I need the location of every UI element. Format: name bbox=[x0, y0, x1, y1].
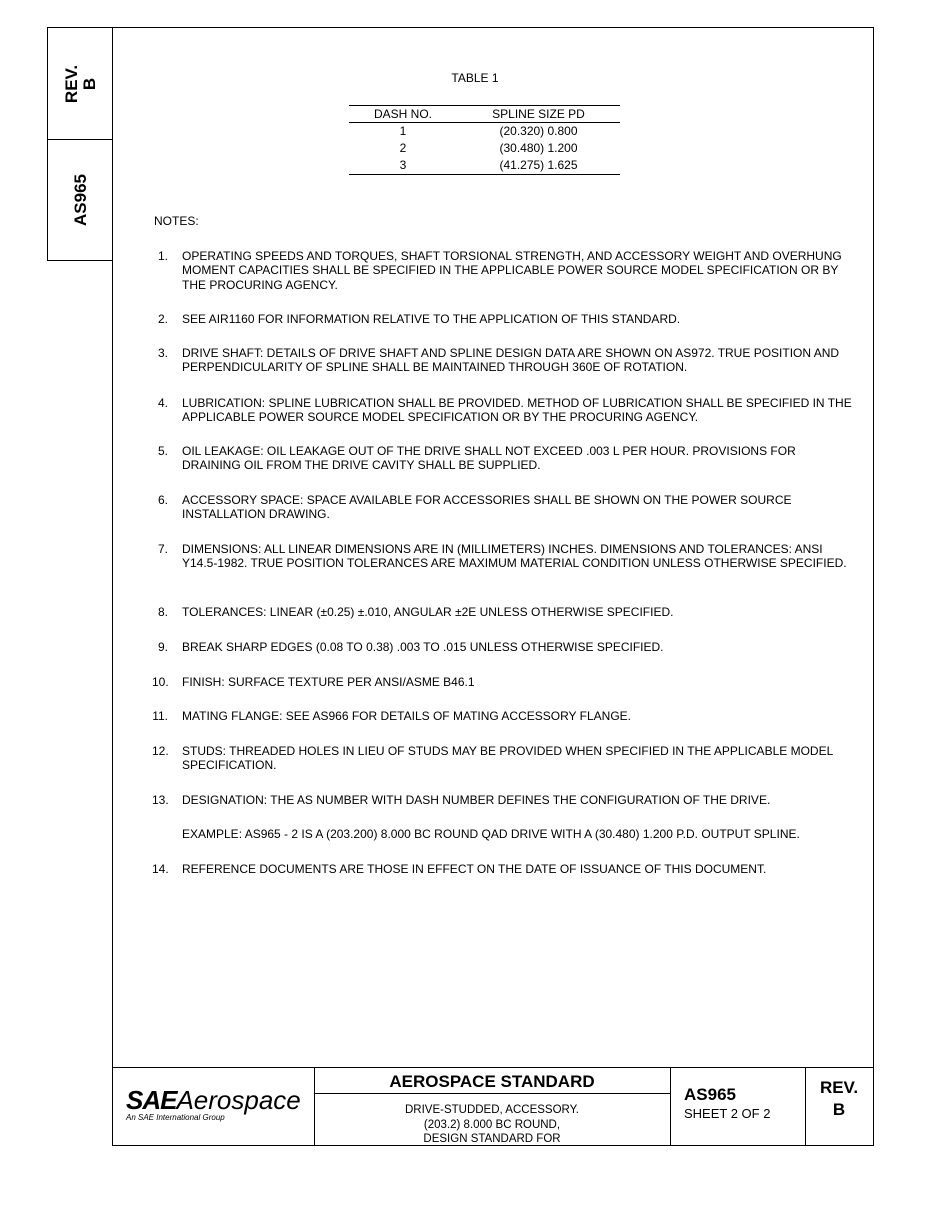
note-item bbox=[152, 542, 852, 571]
table-cell-spline: (30.480) 1.200 bbox=[499, 141, 578, 155]
table-cell-spline: (20.320) 0.800 bbox=[499, 124, 578, 138]
note-number: 5. bbox=[157, 444, 168, 458]
table-row bbox=[349, 157, 620, 175]
note-text: DRIVE SHAFT: DETAILS OF DRIVE SHAFT AND SPLINE DESIGN DATA ARE SHOWN ON AS972. TRUE POSITION AND PERPENDICULARITY OF SPLINE SHALL BE MAINTAINED THROUGH 360E OF ROTATION. bbox=[182, 346, 840, 375]
note-number: 10. bbox=[152, 675, 169, 689]
notes-heading: NOTES: bbox=[154, 214, 199, 228]
side-rev-label: REV. bbox=[61, 64, 81, 103]
note-item bbox=[152, 396, 852, 425]
note-text: EXAMPLE: AS965 - 2 IS A (203.200) 8.000 BC ROUND QAD DRIVE WITH A (30.480) 1.200 P.D. OUTPUT SPLINE. bbox=[182, 827, 800, 841]
side-doc-number: AS965 bbox=[70, 174, 90, 226]
note-item bbox=[152, 709, 852, 723]
note-item bbox=[152, 312, 852, 326]
sheet-number: SHEET 2 OF 2 bbox=[684, 1106, 771, 1121]
col-header-dash: DASH NO. bbox=[349, 106, 457, 123]
side-doc-tab bbox=[47, 140, 113, 261]
note-text: DIMENSIONS: ALL LINEAR DIMENSIONS ARE IN (MILLIMETERS) INCHES. DIMENSIONS AND TOLERANCES: ANSI Y14.5-1982. TRUE POSITION TOLERANCES ARE MAXIMUM MATERIAL CONDITION UNLESS OTHERWISE SPECIFIED. bbox=[182, 542, 847, 571]
note-text: MATING FLANGE: SEE AS966 FOR DETAILS OF MATING ACCESSORY FLANGE. bbox=[182, 709, 631, 723]
note-number: 4. bbox=[157, 396, 168, 410]
note-text: DESIGNATION: THE AS NUMBER WITH DASH NUMBER DEFINES THE CONFIGURATION OF THE DRIVE. bbox=[182, 793, 771, 807]
note-number: 14. bbox=[152, 862, 169, 876]
note-item bbox=[152, 640, 852, 654]
note-number: 7. bbox=[157, 542, 168, 556]
table-cell-dash: 3 bbox=[349, 157, 457, 175]
col-header-spline: SPLINE SIZE PD bbox=[457, 106, 620, 123]
note-text: STUDS: THREADED HOLES IN LIEU OF STUDS MAY BE PROVIDED WHEN SPECIFIED IN THE APPLICABLE MODEL SPECIFICATION. bbox=[182, 744, 833, 773]
table-row bbox=[349, 140, 620, 157]
logo-sae: SAE bbox=[126, 1085, 177, 1115]
note-item bbox=[152, 744, 852, 773]
note-number: 13. bbox=[152, 793, 169, 807]
note-number: 9. bbox=[157, 640, 168, 654]
note-item bbox=[152, 493, 852, 522]
document-description bbox=[314, 1094, 670, 1147]
note-number: 1. bbox=[157, 249, 168, 263]
logo-aerospace: Aerospace bbox=[176, 1085, 301, 1115]
table-title: TABLE 1 bbox=[451, 71, 499, 85]
description-line: DRIVE-STUDDED, ACCESSORY. bbox=[404, 1104, 580, 1116]
revision-value: B bbox=[832, 1100, 846, 1119]
document-number: AS965 bbox=[684, 1085, 736, 1104]
note-number: 2. bbox=[157, 312, 168, 326]
standard-heading: AEROSPACE STANDARD bbox=[314, 1068, 670, 1094]
note-text: FINISH: SURFACE TEXTURE PER ANSI/ASME B46.1 bbox=[182, 675, 475, 689]
side-rev-value: B bbox=[79, 77, 99, 90]
note-item bbox=[152, 862, 852, 876]
note-text: ACCESSORY SPACE: SPACE AVAILABLE FOR ACCESSORIES SHALL BE SHOWN ON THE POWER SOURCE INSTALLATION DRAWING. bbox=[182, 493, 792, 522]
note-item bbox=[152, 249, 852, 292]
note-number: 6. bbox=[157, 493, 168, 507]
title-block-revision bbox=[805, 1067, 874, 1146]
note-number: 11. bbox=[152, 709, 168, 723]
note-number: 3. bbox=[157, 346, 168, 360]
title-block-title bbox=[314, 1067, 671, 1146]
note-item bbox=[152, 793, 852, 807]
table-cell-dash: 2 bbox=[399, 141, 407, 155]
dash-table bbox=[349, 105, 620, 175]
note-text: LUBRICATION: SPLINE LUBRICATION SHALL BE PROVIDED. METHOD OF LUBRICATION SHALL BE SPECIFIED IN THE APPLICABLE POWER SOURCE MODEL SPECIFICATION OR BY THE PROCURING AGENCY. bbox=[182, 396, 852, 425]
table-cell-spline: (41.275) 1.625 bbox=[457, 157, 620, 175]
note-item bbox=[152, 605, 852, 619]
note-example bbox=[152, 827, 852, 841]
note-text: OIL LEAKAGE: OIL LEAKAGE OUT OF THE DRIVE SHALL NOT EXCEED .003 L PER HOUR. PROVISIONS FOR DRAINING OIL FROM THE DRIVE CAVITY SHALL BE SUPPLIED. bbox=[182, 444, 796, 473]
note-text: TOLERANCES: LINEAR (±0.25) ±.010, ANGULAR ±2E UNLESS OTHERWISE SPECIFIED. bbox=[182, 605, 674, 619]
note-text: OPERATING SPEEDS AND TORQUES, SHAFT TORSIONAL STRENGTH, AND ACCESSORY WEIGHT AND OVERHUNG MOMENT CAPACITIES SHALL BE SPECIFIED IN THE APPLICABLE POWER SOURCE MODEL SPECIFICATION OR BY THE PROCURING AGENCY. bbox=[182, 249, 842, 292]
note-text: SEE AIR1160 FOR INFORMATION RELATIVE TO THE APPLICATION OF THIS STANDARD. bbox=[182, 312, 681, 326]
note-number: 8. bbox=[157, 605, 168, 619]
note-item bbox=[152, 346, 852, 375]
note-item bbox=[152, 675, 852, 689]
title-block-number bbox=[670, 1067, 806, 1146]
revision-label: REV. bbox=[819, 1078, 859, 1097]
note-item bbox=[152, 444, 852, 473]
table-header-row bbox=[349, 106, 620, 123]
page-frame bbox=[112, 27, 874, 1146]
table-cell-dash: 1 bbox=[399, 124, 407, 138]
logo-subtitle: An SAE International Group bbox=[126, 1113, 225, 1122]
sae-aerospace-logo bbox=[112, 1067, 315, 1146]
note-text: BREAK SHARP EDGES (0.08 TO 0.38) .003 TO .015 UNLESS OTHERWISE SPECIFIED. bbox=[182, 640, 664, 654]
table-row bbox=[349, 123, 620, 141]
logo-wordmark bbox=[126, 1085, 301, 1116]
description-line: DESIGN STANDARD FOR bbox=[423, 1133, 561, 1145]
note-text: REFERENCE DOCUMENTS ARE THOSE IN EFFECT ON THE DATE OF ISSUANCE OF THIS DOCUMENT. bbox=[182, 862, 767, 876]
description-line: (203.2) 8.000 BC ROUND, bbox=[423, 1118, 561, 1131]
note-number: 12. bbox=[152, 744, 169, 758]
